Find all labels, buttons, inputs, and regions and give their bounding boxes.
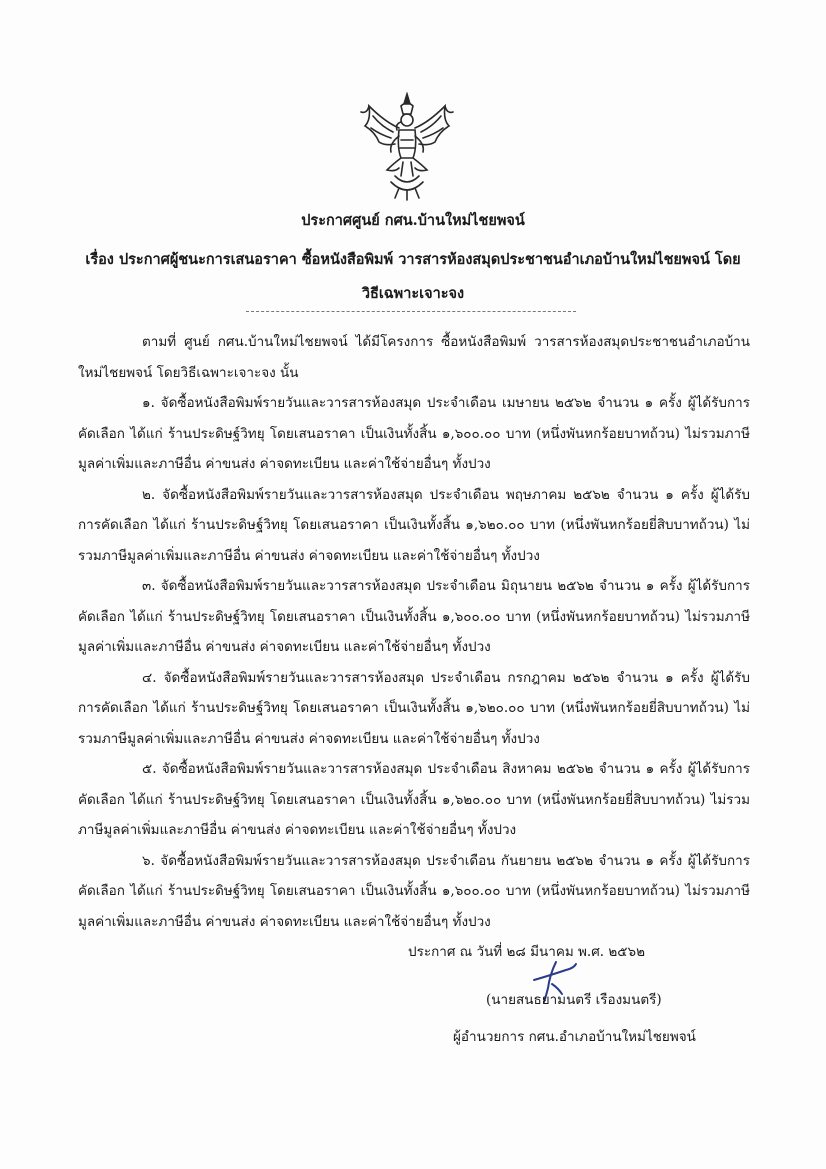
award-item-4: ๔. จัดซื้อหนังสือพิมพ์รายวันและวารสารห้องสมุด ประจำเดือน กรกฎาคม ๒๕๖๒ จำนวน ๑ ครั้ง ผู้ได้รับการคัดเลือก ได้แก่ ร้านประดิษฐ์วิทยุ โดยเสนอราคา เป็นเงินทั้งสิ้น ๑,๖๒๐.๐๐ บาท (หนึ่งพันหกร้อยยี่สิบบาทถ้วน) ไม่รวมภาษีมูลค่าเพิ่มและภาษีอื่น ค่าขนส่ง ค่าจดทะเบียน และค่าใช้จ่ายอื่นๆ ทั้งปวง — [78, 669, 750, 747]
intro-paragraph: ตามที่ ศูนย์ กศน.บ้านใหม่ไชยพจน์ ได้มีโครงการ ซื้อหนังสือพิมพ์ วารสารห้องสมุดประชาชนอำเภอบ้านใหม่ไชยพจน์ โดยวิธีเฉพาะเจาะจง นั้น — [78, 334, 750, 381]
divider — [246, 311, 576, 312]
award-item-3: ๓. จัดซื้อหนังสือพิมพ์รายวันและวารสารห้องสมุด ประจำเดือน มิถุนายน ๒๕๖๒ จำนวน ๑ ครั้ง ผู้ได้รับการคัดเลือก ได้แก่ ร้านประดิษฐ์วิทยุ โดยเสนอราคา เป็นเงินทั้งสิ้น ๑,๖๐๐.๐๐ บาท (หนึ่งพันหกร้อยบาทถ้วน) ไม่รวมภาษีมูลค่าเพิ่มและภาษีอื่น ค่าขนส่ง ค่าจดทะเบียน และค่าใช้จ่ายอื่นๆ ทั้งปวง — [78, 578, 750, 655]
garuda-emblem-icon — [355, 92, 460, 202]
award-item-6: ๖. จัดซื้อหนังสือพิมพ์รายวันและวารสารห้องสมุด ประจำเดือน กันยายน ๒๕๖๒ จำนวน ๑ ครั้ง ผู้ได้รับการคัดเลือก ได้แก่ ร้านประดิษฐ์วิทยุ โดยเสนอราคา เป็นเงินทั้งสิ้น ๑,๖๐๐.๐๐ บาท (หนึ่งพันหกร้อยบาทถ้วน) ไม่รวมภาษีมูลค่าเพิ่มและภาษีอื่น ค่าขนส่ง ค่าจดทะเบียน และค่าใช้จ่ายอื่นๆ ทั้งปวง — [78, 852, 750, 930]
announcement-subject: เรื่อง ประกาศผู้ชนะการเสนอราคา ซื้อหนังสือพิมพ์ วารสารห้องสมุดประชาชนอำเภอบ้านใหม่ไชยพจน์ โดยวิธีเฉพาะเจาะจง — [85, 251, 741, 302]
announcement-heading: ประกาศศูนย์ กศน.บ้านใหม่ไชยพจน์ — [301, 212, 525, 229]
signer-name: (นายสนธยามนตรี เรืองมนตรี) — [486, 992, 662, 1008]
announcement-date: ประกาศ ณ วันที่ ๒๘ มีนาคม พ.ศ. ๒๕๖๒ — [408, 944, 645, 960]
award-item-2: ๒. จัดซื้อหนังสือพิมพ์รายวันและวารสารห้องสมุด ประจำเดือน พฤษภาคม ๒๕๖๒ จำนวน ๑ ครั้ง ผู้ได้รับการคัดเลือก ได้แก่ ร้านประดิษฐ์วิทยุ โดยเสนอราคา เป็นเงินทั้งสิ้น ๑,๖๒๐.๐๐ บาท (หนึ่งพันหกร้อยยี่สิบบาทถ้วน) ไม่รวมภาษีมูลค่าเพิ่มและภาษีอื่น ค่าขนส่ง ค่าจดทะเบียน และค่าใช้จ่ายอื่นๆ ทั้งปวง — [78, 486, 750, 564]
announcement-body — [78, 327, 750, 937]
signer-title: ผู้อำนวยการ กศน.อำเภอบ้านใหม่ไชยพจน์ — [453, 1029, 696, 1045]
award-item-1: ๑. จัดซื้อหนังสือพิมพ์รายวันและวารสารห้องสมุด ประจำเดือน เมษายน ๒๕๖๒ จำนวน ๑ ครั้ง ผู้ได้รับการคัดเลือก ได้แก่ ร้านประดิษฐ์วิทยุ โดยเสนอราคา เป็นเงินทั้งสิ้น ๑,๖๐๐.๐๐ บาท (หนึ่งพันหกร้อยบาทถ้วน) ไม่รวมภาษีมูลค่าเพิ่มและภาษีอื่น ค่าขนส่ง ค่าจดทะเบียน และค่าใช้จ่ายอื่นๆ ทั้งปวง — [78, 395, 750, 472]
award-item-5: ๕. จัดซื้อหนังสือพิมพ์รายวันและวารสารห้องสมุด ประจำเดือน สิงหาคม ๒๕๖๒ จำนวน ๑ ครั้ง ผู้ได้รับการคัดเลือก ได้แก่ ร้านประดิษฐ์วิทยุ โดยเสนอราคา เป็นเงินทั้งสิ้น ๑,๖๒๐.๐๐ บาท (หนึ่งพันหกร้อยยี่สิบบาทถ้วน) ไม่รวมภาษีมูลค่าเพิ่มและภาษีอื่น ค่าขนส่ง ค่าจดทะเบียน และค่าใช้จ่ายอื่นๆ ทั้งปวง — [78, 761, 750, 838]
